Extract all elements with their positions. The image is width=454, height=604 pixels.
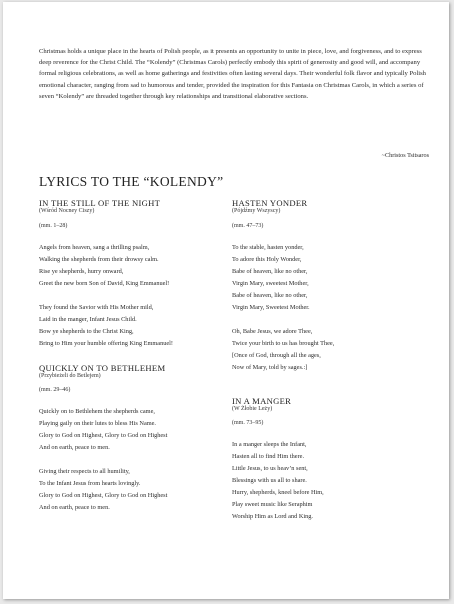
lyric-line: And on earth, peace to men.: [39, 504, 110, 511]
lyric-line: And on earth, peace to men.: [39, 444, 110, 451]
stanza: [39, 406, 239, 454]
song-measures: (mm. 29–46): [39, 387, 71, 393]
lyric-line: Quickly on to Bethlehem the shepherds came,: [39, 408, 155, 415]
lyric-line: Virgin Mary, Sweetest Mother.: [232, 303, 310, 311]
song-title: QUICKLY ON TO BETHLEHEM: [39, 362, 166, 373]
stanza: [39, 466, 239, 514]
lyric-line: Oh, Babe Jesus, we adore Thee,: [232, 327, 313, 335]
lyric-line: Glory to God on Highest, Glory to God on Highest: [39, 432, 168, 439]
song-title: IN THE STILL OF THE NIGHT: [39, 198, 161, 208]
stanza: [232, 326, 432, 374]
song-measures: (mm. 1–28): [39, 222, 68, 229]
lyric-line: To the stable, hasten yonder,: [232, 243, 304, 251]
song-block: [39, 363, 239, 515]
lyric-line: Angels from heaven, sang a thrilling psalm,: [39, 243, 150, 251]
lyric-line: Hasten all to find Him there.: [232, 453, 305, 460]
author-signature: ~Christos Tsitsaros: [381, 152, 429, 159]
song-block: [232, 396, 432, 524]
song-block: [39, 198, 239, 350]
song-measures: (mm. 47–73): [232, 222, 264, 229]
lyric-line: Babe of heaven, like no other,: [232, 267, 308, 275]
lyric-line: They found the Savior with His Mother mild,: [39, 303, 154, 311]
song-block: [232, 198, 432, 374]
intro-section: [39, 46, 429, 102]
lyric-line: Virgin Mary, sweetest Mother,: [232, 279, 309, 287]
lyric-line: Little Jesus, to us heav’n sent,: [232, 465, 308, 472]
lyric-line: [Once of God, through all the ages,: [232, 351, 321, 359]
lyric-line: Babe of heaven, like no other,: [232, 291, 308, 299]
song-title: HASTEN YONDER: [232, 198, 308, 208]
song-subtitle: (W Żłobie Leży): [232, 405, 273, 412]
lyric-line: Now of Mary, told by sages.:]: [232, 363, 308, 371]
lyric-line: Playing gaily on their lutes to bless His Name.: [39, 420, 157, 427]
lyric-line: Blessings with us all to share.: [232, 477, 307, 484]
stanza: [39, 242, 239, 290]
stanza: [232, 439, 432, 523]
intro-paragraph: Christmas holds a unique place in the hearts of Polish people, as it presents an opportunity to unite in piece, love, and forgiveness, and to express deep reverence for the Christ Child. The “Kolendy” (Christmas Carols) perfectly embody this spirit of generosity and good will, and accompany formal religious celebrations, as well as home gatherings and festivities often lasting several days. Their wonderful folk flavor and typically Polish emotional character, ranging from sad to humorous and tender, provided the inspiration for this Fantasia on Christmas Carols, in which a series of seven “Kolendy” are threaded together through key relationships and transitional elaborative sections.: [39, 48, 426, 100]
song-subtitle: (Przybieżeli do Betlejem): [39, 372, 101, 379]
lyric-line: Play sweet music like Seraphim: [232, 501, 313, 508]
lyric-line: Worship Him as Lord and King.: [232, 513, 313, 520]
lyric-line: Bow ye shepherds to the Christ King,: [39, 327, 134, 335]
lyrics-column-left: [39, 198, 239, 514]
lyric-line: Greet the new born Son of David, King Emmanuel!: [39, 279, 170, 287]
stanza: [39, 302, 239, 350]
lyric-line: Laid in the manger, Infant Jesus Child.: [39, 315, 137, 323]
lyrics-heading: LYRICS TO THE “KOLENDY”: [39, 174, 224, 189]
song-title: IN A MANGER: [232, 395, 292, 406]
lyric-line: Giving their respects to all humility,: [39, 468, 130, 475]
lyric-line: Bring to Him your humble offering King Emmanuel!: [39, 339, 174, 347]
lyric-line: Hurry, shepherds, kneel before Him,: [232, 489, 324, 496]
lyric-line: In a manger sleeps the Infant,: [232, 441, 307, 448]
lyric-line: Glory to God on Highest, Glory to God on Highest: [39, 492, 168, 499]
lyric-line: To adore this Holy Wonder,: [232, 255, 302, 263]
song-measures: (mm. 73–95): [232, 420, 264, 426]
song-subtitle: (Pójdźmy Wszyscy): [232, 208, 281, 214]
lyric-line: Twice your birth to us has brought Thee,: [232, 339, 335, 347]
lyric-line: Rise ye shepherds, hurry onward,: [39, 267, 124, 275]
lyrics-column-right: [232, 198, 432, 523]
lyric-line: Walking the shepherds from their drowsy calm.: [39, 255, 159, 263]
stanza: [232, 242, 432, 314]
lyric-line: To the Infant Jesus from hearts lovingly.: [39, 480, 141, 487]
document-page: [3, 2, 449, 599]
song-subtitle: (Wśród Nocney Ciszy): [39, 208, 95, 214]
